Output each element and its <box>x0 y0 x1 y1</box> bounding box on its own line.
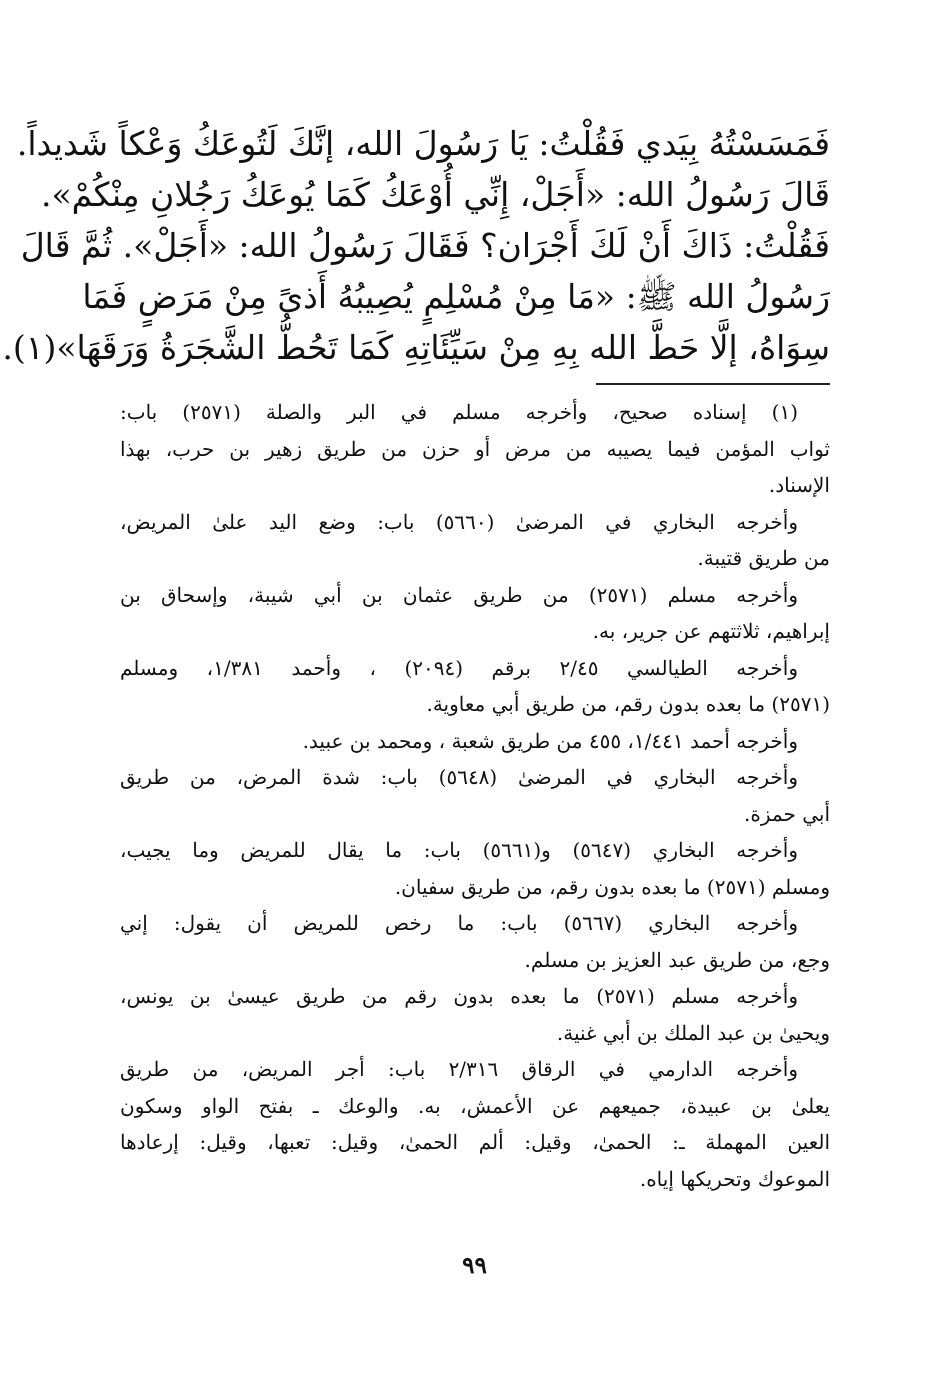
footnote-line: وأخرجه البخاري (٥٦٦٧) باب: ما رخص للمريض أن يقول: إني <box>120 911 798 935</box>
footnote-line: الموعوك وتحريكها إياه. <box>639 1166 830 1191</box>
footnote-line: (١) إسناده صحيح، وأخرجه مسلم في البر والصلة (٢٥٧١) باب: <box>120 400 798 424</box>
footnote-line: ومسلم (٢٥٧١) ما بعده بدون رقم، من طريق سفيان. <box>394 874 830 899</box>
footnote-line: وأخرجه البخاري في المرضىٰ (٥٦٦٠) باب: وضع اليد علىٰ المريض، <box>120 509 798 534</box>
footnote-line: ويحيىٰ بن عبد الملك بن أبي غنية. <box>556 1020 830 1045</box>
page-number: ٩٩ <box>462 1252 487 1279</box>
main-text-line: رَسُولُ الله ﷺ: «مَا مِنْ مُسْلِمٍ يُصِيبُهُ أَذىً مِنْ مَرَضٍ فَمَا <box>82 277 830 316</box>
footnote-line: وجع، من طريق عبد العزيز بن مسلم. <box>524 947 830 972</box>
main-text-line: فَقُلْتُ: ذَاكَ أَنْ لَكَ أَجْرَان؟ فَقَالَ رَسُولُ الله: «أَجَلْ». ثُمَّ قَالَ <box>20 226 830 265</box>
footnote-line: وأخرجه أحمد ١/٤٤١، ٤٥٥ من طريق شعبة ، ومحمد بن عبيد. <box>302 728 798 753</box>
footnote-line: وأخرجه البخاري في المرضىٰ (٥٦٤٨) باب: شدة المرض، من طريق <box>120 765 798 789</box>
footnote-line: وأخرجه الدارمي في الرقاق ٢/٣١٦ باب: أجر المريض، من طريق <box>120 1057 798 1081</box>
footnote-line: يعلىٰ بن عبيدة، جميعهم عن الأعمش، به. والوعك ـ بفتح الواو وسكون <box>120 1093 830 1118</box>
main-text-line: قَالَ رَسُولُ الله: «أَجَلْ، إِنِّي أُوْعَكُ كَمَا يُوعَكُ رَجُلانِ مِنْكُمْ». <box>41 175 830 214</box>
footnote-line: وأخرجه البخاري (٥٦٤٧) و(٥٦٦١) باب: ما يقال للمريض وما يجيب، <box>120 838 799 862</box>
main-text-line: سِوَاهُ، إلَّا حَطَّ الله بِهِ مِنْ سَيِّئَاتِهِ كَمَا تَحُطُّ الشَّجَرَةُ وَرَقَهَا»(١). <box>2 328 830 367</box>
footnote-line: (٢٥٧١) ما بعده بدون رقم، من طريق أبي معاوية. <box>426 692 830 716</box>
footnote-line: العين المهملة ـ: الحمىٰ، وقيل: ألم الحمىٰ، وقيل: تعبها، وقيل: إرعادها <box>120 1130 830 1154</box>
footnote-line: وأخرجه الطيالسي ٢/٤٥ برقم (٢٠٩٤) ، وأحمد ١/٣٨١، ومسلم <box>120 655 798 680</box>
footnote-line: وأخرجه مسلم (٢٥٧١) من طريق عثمان بن أبي شيبة، وإسحاق بن <box>120 582 798 607</box>
footnote-separator <box>596 383 830 385</box>
footnotes-block <box>120 394 830 1197</box>
footnote-line: الإسناد. <box>768 473 830 497</box>
footnote-line: إبراهيم، ثلاثتهم عن جرير، به. <box>592 619 830 643</box>
main-text-block <box>2 118 830 373</box>
footnote-line: وأخرجه مسلم (٢٥٧١) ما بعده بدون رقم من طريق عيسىٰ بن يونس، <box>120 984 798 1008</box>
main-text-line: فَمَسَسْتُهُ بِيَدي فَقُلْتُ: يَا رَسُولَ الله، إنَّكَ لَتُوعَكُ وَعْكاً شَديداً. <box>16 124 830 163</box>
footnote-line: من طريق قتيبة. <box>697 546 830 570</box>
footnote-line: ثواب المؤمن فيما يصيبه من مرض أو حزن من طريق زهير بن حرب، بهذا <box>120 436 830 461</box>
footnote-line: أبي حمزة. <box>744 801 830 826</box>
